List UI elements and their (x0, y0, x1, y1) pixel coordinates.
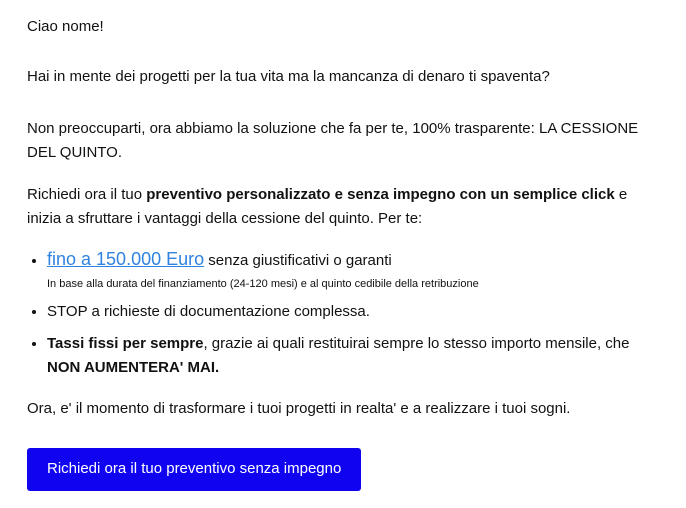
benefit-fixed-rates-text: , grazie ai quali restituirai sempre lo stesso importo mensile, che (203, 335, 630, 352)
request-text-before: Richiedi ora il tuo (27, 186, 147, 203)
benefit-fixed-rates-bold-end: NON AUMENTERA' MAI. (47, 359, 220, 376)
benefit-item-fixed-rates (47, 332, 660, 380)
solution-paragraph: Non preoccuparti, ora abbiamo la soluzione che fa per te, 100% trasparente: LA CESSIONE DEL QUINTO. (27, 120, 639, 161)
amount-link[interactable]: fino a 150.000 Euro (47, 249, 205, 269)
benefit-fixed-rates-bold: Tassi fissi per sempre (47, 335, 204, 352)
request-text-bold: preventivo personalizzato e senza impegno con un semplice click (146, 186, 615, 203)
question-paragraph: Hai in mente dei progetti per la tua vita ma la mancanza di denaro ti spaventa? (27, 68, 550, 85)
benefit-amount-text: senza giustificativi o garanti (204, 252, 392, 269)
benefit-amount-note: In base alla durata del finanziamento (24-120 mesi) e al quinto cedibile della retribuzione (47, 278, 479, 290)
closing-paragraph: Ora, e' il momento di trasformare i tuoi progetti in realta' e a realizzare i tuoi sogni. (27, 400, 571, 417)
request-quote-button[interactable]: Richiedi ora il tuo preventivo senza impegno (27, 448, 361, 491)
benefit-documentation-text: STOP a richieste di documentazione complessa. (47, 303, 370, 320)
request-text-after: e inizia a sfruttare i vantaggi della cessione del quinto. Per te: (27, 186, 628, 227)
benefit-item-amount (47, 247, 660, 292)
request-paragraph (27, 183, 660, 231)
benefits-list (27, 247, 660, 380)
benefit-item-documentation (47, 300, 660, 324)
greeting: Ciao nome! (27, 18, 104, 35)
